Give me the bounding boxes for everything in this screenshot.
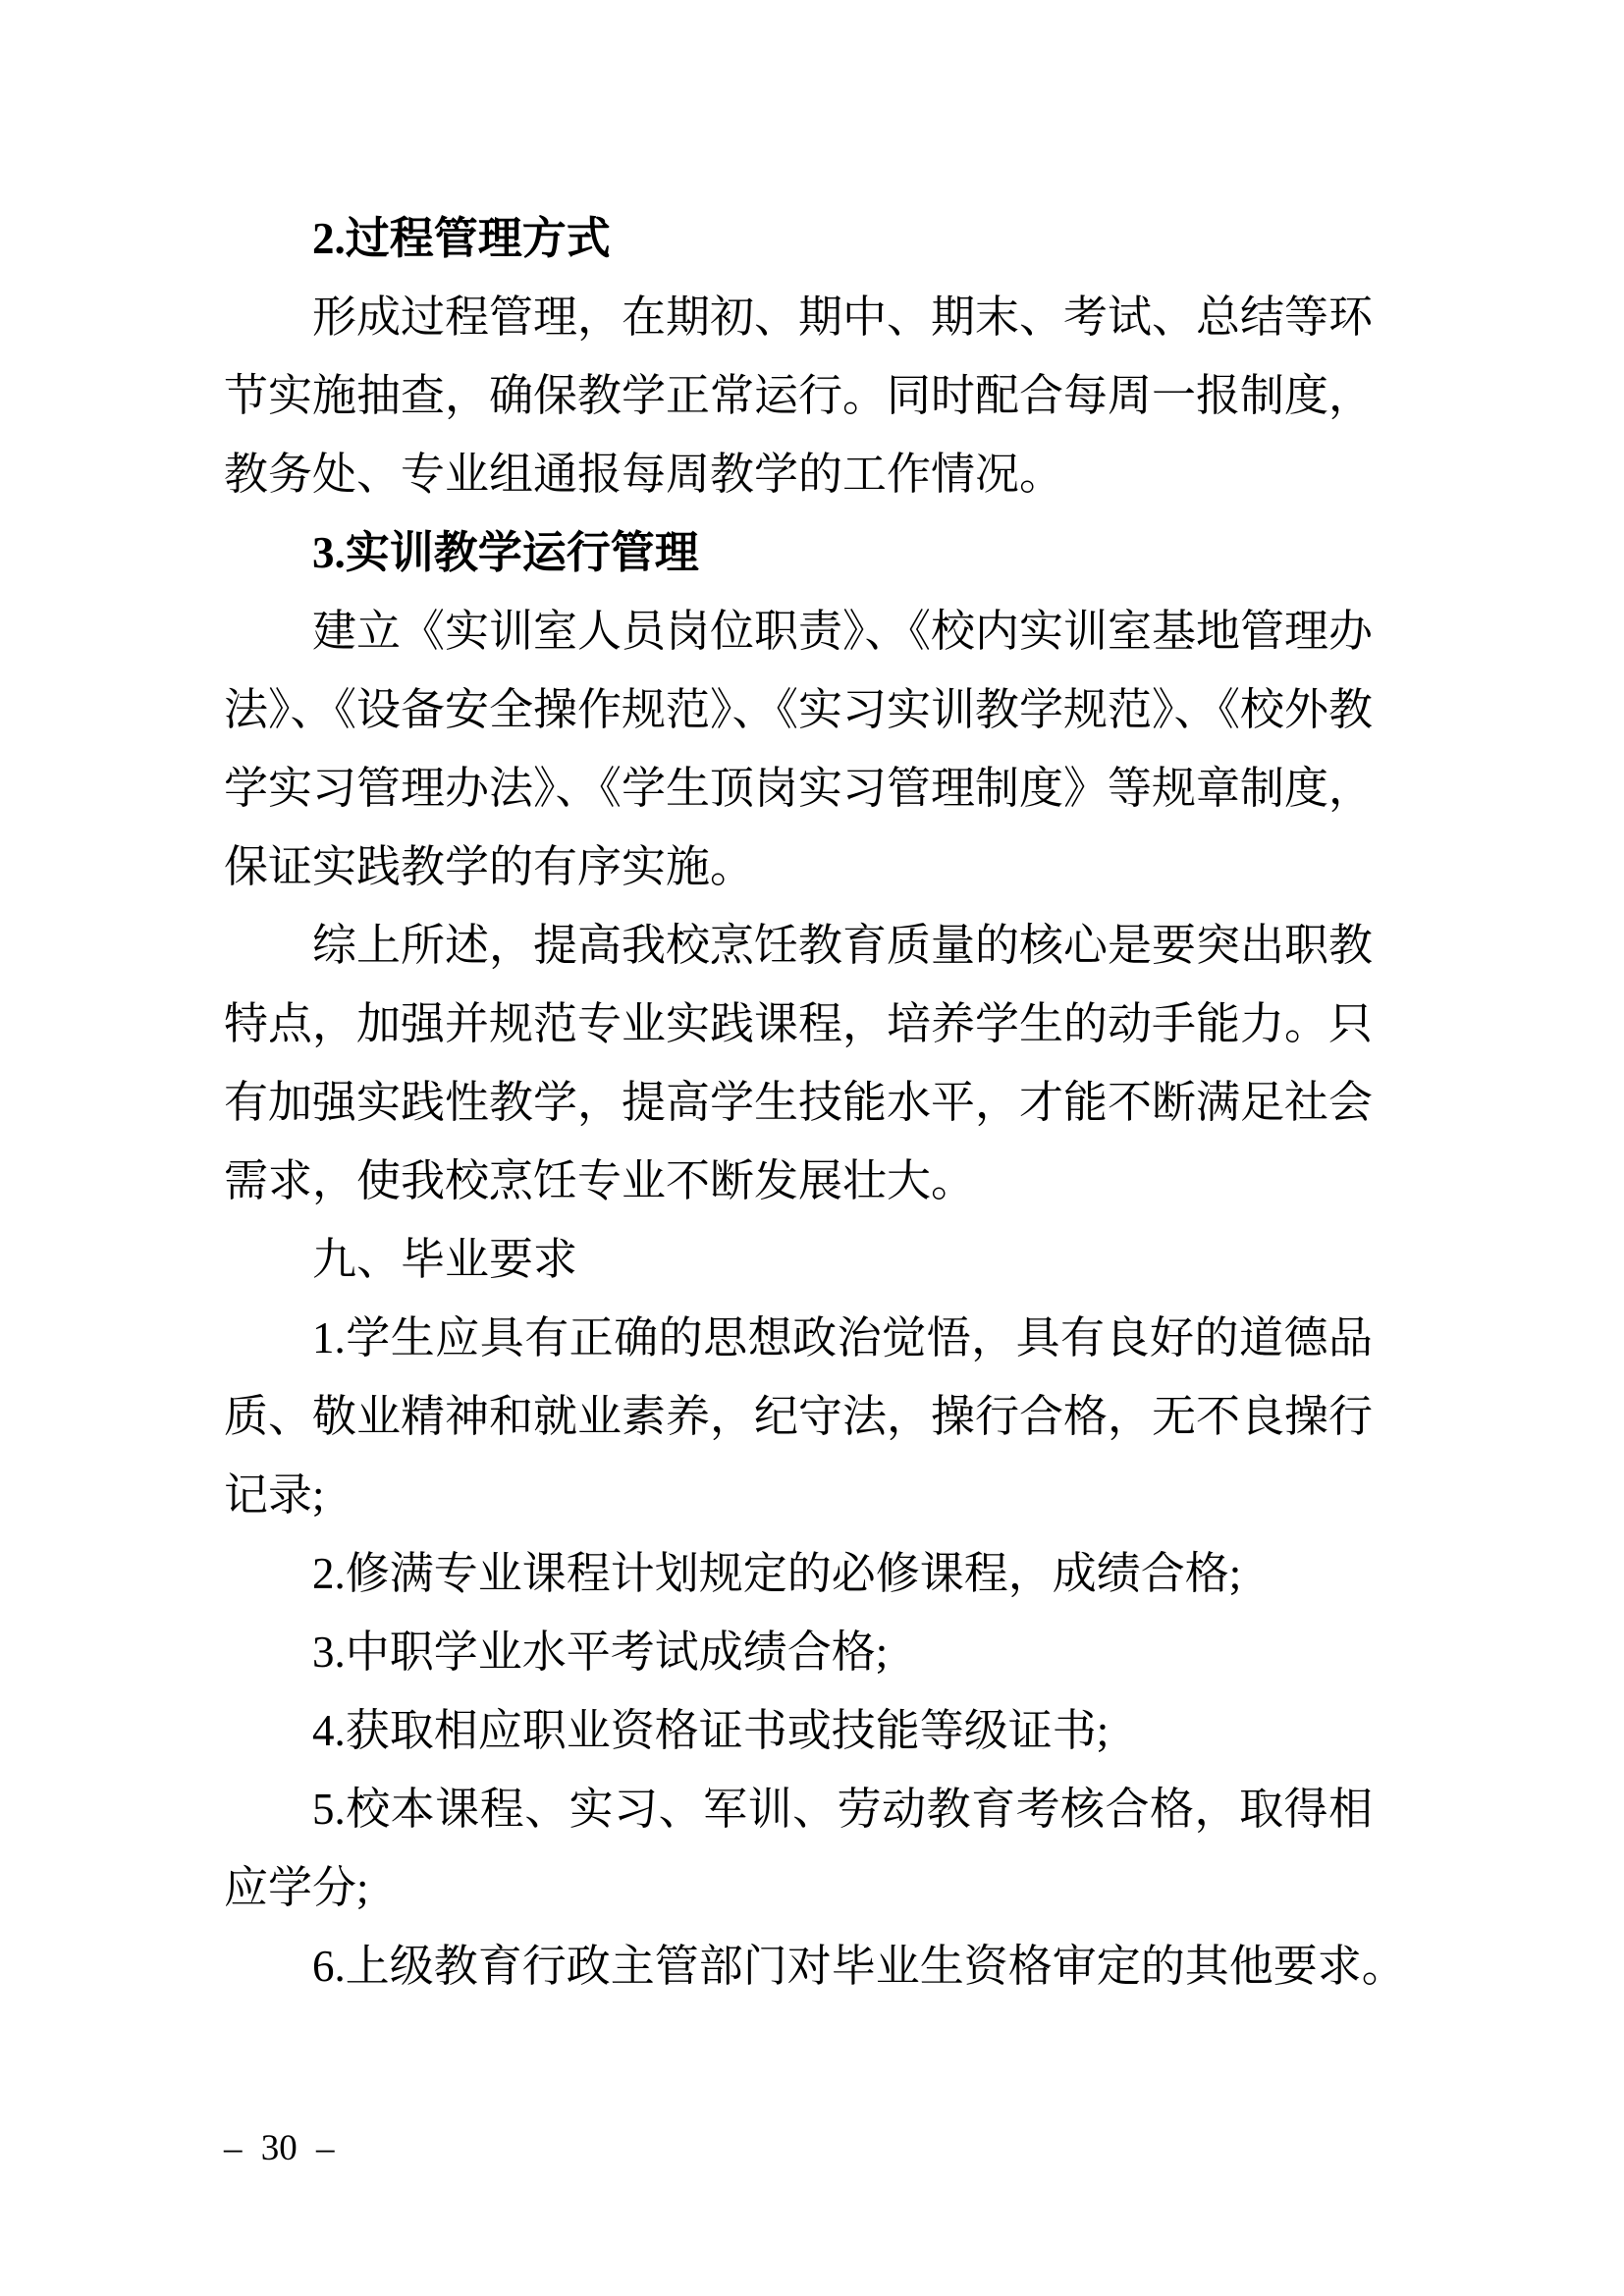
heading-process-management: 2.过程管理方式	[312, 214, 611, 263]
requirement-item-4: 4.获取相应职业资格证书或技能等级证书;	[312, 1706, 1110, 1755]
requirement-item-2: 2.修满专业课程计划规定的必修课程，成绩合格;	[312, 1549, 1242, 1598]
paragraph-training-regulations: 建立《实训室人员岗位职责》、《校内实训室基地管理办法》、《设备安全操作规范》、《实习实训教学规范》、《校外教学实习管理办法》、《学生顶岗实习管理制度》等规章制度，保证实践教学的有序实施。	[224, 607, 1374, 891]
heading-practical-training-management: 3.实训教学运行管理	[312, 528, 699, 577]
requirement-item-6: 6.上级教育行政主管部门对毕业生资格审定的其他要求。	[312, 1942, 1406, 1991]
paragraph-process-management: 形成过程管理，在期初、期中、期末、考试、总结等环节实施抽查，确保教学正常运行。同时配合每周一报制度，教务处、专业组通报每周教学的工作情况。	[224, 293, 1374, 499]
page-footer	[224, 2128, 335, 2169]
requirement-item-5: 5.校本课程、实习、军训、劳动教育考核合格，取得相应学分;	[224, 1785, 1373, 1912]
document-body	[224, 199, 1406, 2005]
requirement-item-1: 1.学生应具有正确的思想政治觉悟，具有良好的道德品质、敬业精神和就业素养，纪守法，操行合格，无不良操行记录;	[224, 1313, 1374, 1520]
heading-graduation-requirements: 九、毕业要求	[312, 1235, 578, 1284]
paragraph-summary: 综上所述，提高我校烹饪教育质量的核心是要突出职教特点，加强并规范专业实践课程，培养学生的动手能力。只有加强实践性教学，提高学生技能水平，才能不断满足社会需求，使我校烹饪专业不断发展壮大。	[224, 921, 1374, 1205]
page-number: – 30 –	[224, 2128, 335, 2168]
requirement-item-3: 3.中职学业水平考试成绩合格;	[312, 1628, 889, 1677]
